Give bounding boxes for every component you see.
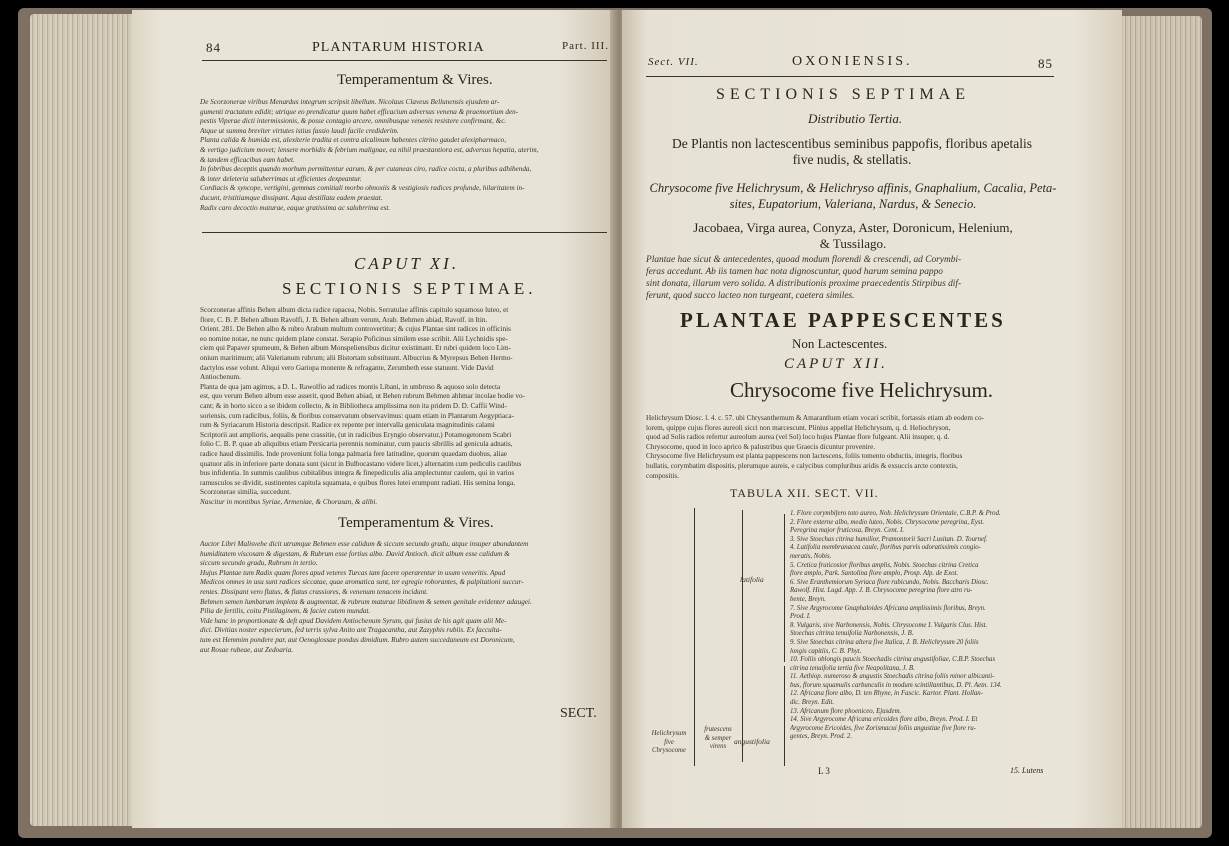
genera-list-italic: Chrysocome five Helichrysum, & Helichryso affinis, Gnaphalium, Cacalia, Peta- sites, Eupatorium, Valeriana, Nardus, & Senecio. xyxy=(649,181,1057,211)
label-frutescens: frutescens & semper virens xyxy=(704,726,732,751)
brace-angustifolia xyxy=(784,666,785,766)
catchword: SECT. xyxy=(560,706,597,721)
left-page-edges xyxy=(30,14,140,826)
plantae-pappescentes-title: PLANTAE PAPPESCENTES xyxy=(680,308,1006,332)
section-title: SECTIONIS SEPTIMAE xyxy=(716,86,971,103)
catchword: 15. Lutens xyxy=(1010,766,1044,775)
running-title: PLANTARUM HISTORIA xyxy=(312,40,485,55)
section-divider xyxy=(202,232,607,233)
section2-text: Auctor Libri Malisvehe dicit utrumque Behmen esse calidum & siccum secundo gradu, atque insuper abundantem humiditatem viscosam & digestam, & Rubrum esse fortius albo. David Antioch. dicit album esse calidum & siccum secundo gradu, Rubrum in tertio. Hujus Plantae tum Radix quam flores apud veteres Turcas tam facere operarentur in usum veneritis. Apud Medicos omnes in usu sunt radices siccatae, quae aromatica sunt, ter egregie roborantes, & palpitationi succur- rentes. Dissipant vero flatus, & flatus crassiores, & venenum tenacem incidunt. Behmen semen lumbarum impleta & augmentat, & rubrum maturae libidinem & semen genitale evidenter adaugei. Pilia de fertilis, coitu Pistilaginem, & faciet cutem mundat. Vide hanc in proportionate & deft apud Davidem Antiochenum Syrum, qui fusius de his agit quam alii Me- dici. Divitias noster especierum, fed terris sylva Anito ant Tragacantha, aut Zazyphis rubiis. Ex facculta- tum est Hemmim pondere par, aut Oenoglossae pondus dimidium. Rubro autem succedaneum est Doronicum, aut Rosae rubeae, aut Zedoaria. xyxy=(200,540,532,654)
tabula-heading: TABULA XII. SECT. VII. xyxy=(730,486,879,500)
signature-mark: L 3 xyxy=(818,766,830,776)
left-page xyxy=(132,10,616,828)
chapter-text: Scorzonerae affinis Behen album dicta radice rapacea, Nobis. Serratulae affinis capitulo squamoso luteo, et flore, C. B. P. Behen album Ravolfi, J. B. Behen album verum, Arab. Behmen abiad, Ravolf. in Itin. Orient. 281. De Behen albo & rubro Arabum multum controvertitur; & cujus Plantae sint radices in officinis eo nomine notae, ne nunc quidem plane constat. Serapio Poficinus similem esse scribit. Alii Lychnidis spe- ciem qui Papaver spumeum, & Behen album Monspeliensibus dicitur existimant. Et rubri quidem loco Lim- onium maritimum; alii Valerianum rubrum; alii Bistortam substituunt. Albucrius & Myrepsus Behen Hermo- dactylos esse volunt. Aliqui vero Gariopa monente & refragante, Zerumbeth esse statuunt. Vide David Antiochenum. Planta de qua jam agimus, a D. L. Rawolfio ad radices montis Libani, in umbroso & aquoso solo detecta est, quo verum Behen album esse asserit, quod Behen abiad, ut Behen rubrum Behmen ahhmar incolae hodie vo- cant; & in horto sicco a se ibidem collecto, & in Bibliotheca amplissima non ita pridem D. D. Caffii Wind- soriensis, cum radicibus, foliis, & floribus conservatum observavimus: quam etiam in Plantarum Aegyptiaca- rum & Syriacarum Historia descripsit. Radice ex repente per intervalla geniculata magnitudinis calami Scriptorii aut amplioris, aequalis pene crassitie, (ut in radicibus Eryngio observatur,) Potamogetonem Scabri folio C. B. P. quae ab aliquibus etiam Persicaria perennis nominatur, cum paucis sibrillis ad genicula adnatis, radice haud dissimilis. Inde proveniunt folia longa palmaria fere latitudine, quorum quaedam duobus, aliae quatuor alis in inferiore parte donata sunt (sicut in Bulbocastano videre licet,) alternatim cum pediculis caulibus bus infidentia. In summis caulibus cubitalibus integra & finepediculis alia amplectuntur caulem, qui in varios ramusculos se dividit, sustinentes capitula squamata, e quibus flores lutei erumpunt radiati. His semina longa, Scorzonerae similia, succedunt. Nascitur in montibus Syriae, Armeniae, & Chorasan, & alibi. xyxy=(200,306,525,506)
plantae-intro: Plantae hae sicut & antecedentes, quoad modum florendi & crescendi, ad Corymbi- feras accedunt. Ab iis tamen hac nota dignoscuntur, quod harum semina pappo sint donata, illarum vero solida. A distributionis proxime praecedentis Stirpibus dif- ferunt, quod succo lacteo non turgeant, caetera similes. xyxy=(646,255,962,301)
chrysocome-text: Helichrysum Diosc. l. 4. c. 57. ubi Chrysanthemum & Amaranthum etiam vocari scribit, fortassis etiam ab eodem co- lorem, quippe cujus flores aureoli sicci non marcescunt. Plinius appellat Helichrysum, q. d. Heliochryson, quod ad Solis radios refertur aureolum aurea (vel Sol) loco hujus Plantae flore fulgeant. Alii insuper, q. d. Chrysocome, quod in loco aprico & palustribus que Graecis dicuntur provenire. Chrysocome five Helichrysum est planta pappescens non lactescens, foliis tomento obductis, integris, floribus bullatis, corymbatim dispositis, plerumque aureis, e calycibus compluribus aridis & exsuccis arcte contextis, compositis. xyxy=(646,414,984,480)
caput-xii: CAPUT XII. xyxy=(784,356,888,372)
section2-heading: Temperamentum & Vires. xyxy=(338,515,494,531)
page-number: 84 xyxy=(206,40,221,55)
brace-frutescens xyxy=(742,510,743,762)
non-lactescentes: Non Lactescentes. xyxy=(792,336,888,351)
section-label: Sect. VII. xyxy=(648,56,699,68)
distributio: Distributio Tertia. xyxy=(808,111,903,126)
running-title: OXONIENSIS. xyxy=(792,54,913,69)
right-page-edges xyxy=(1118,16,1202,828)
part-label: Part. III. xyxy=(562,40,609,52)
label-helichrysum: Helichrysum five Chrysocome xyxy=(651,730,687,755)
chapter-title: CAPUT XI. xyxy=(354,254,460,273)
brace-helichrysum xyxy=(694,508,695,766)
tabula-items: 1. Flore corymbifero toto aureo, Nob. Helichrysum Orientale, C.B.P. & Prod. 2. Flore externe albo, medio luteo, Nobis. Chrysocome peregrina, Eyst. Peregrina major fruticosa, Breyn. Cent. I. 3. Sive Stoechas citrina humilior, Pramontorii Sacri Lusitan. D. Tournef. 4. Latifolia membranacea caule, floribus parvis odoratissimis congio- meratis, Nobis. 5. Cretica fruticosior floribus amplis, Nobis. Stoechas citrina Cretica flore amplo, Park. Santolina flore amplo, Prosp. Alp. de Exot. 6. Sive Eranthemiorum Syriaca flore rubicundo, Nobis. Baccharis Diosc. Rawolf. Hist. Lugd. App. J. B. Chrysocome peregrina flore atro ru- bente, Breyn. 7. Sive Argyrocome Gnaphaloides Africana amplissimis floribus, Breyn. Prod. I. 8. Vulgaris, sive Narbonensis, Nobis. Chrysocome I. Vulgaris Clus. Hist. Stoechas citrina tenuifolia Narbonensis, J. B. 9. Sive Stoechas citrina altera five Italica, J. B. Helichrysum 20 foliis longis capitiis, C. B. Phyt. 10. Foliis oblongis paucis Stoechadis citrina angustifoliae, C.B.P. Stoechas citrina tenuifolia tertia five Neapolitana, J. B. 11. Aethiop. numeroso & angustis Stoechadis citrina foliis minor albicanti- bus, florum squamulis carbunculis in modum scintillantibus, D. Pl. Aetn. 134. 12. Africana flore albo, D. ten Rhyne, in Fascic. Kartor. Plant. Hollan- dic. Breyn. Edit. 13. Africanum flore phoeniceo, Ejusdem. 14. Sive Argyrocome Africana ericoides flore albo, Breyn. Prod. I. Et Argyrocome Ericoides, five Zorismacui foliis angustiae five flore ru- gentes, Breyn. Prod. 2. xyxy=(790,510,1002,741)
chapter-section: SECTIONIS SEPTIMAE. xyxy=(282,279,537,298)
section1-heading: Temperamentum & Vires. xyxy=(337,72,493,88)
label-latifolia: latifolia xyxy=(740,575,764,584)
section1-text: De Scorzonerae viribus Menardus integrum scripsit libellum. Nicolaus Claveus Bellunensis ejusdem ar- gumenti tractatum edidit; utrique eo prendicatur quum habet efficacium adversus venena & praemortium den- pestis Viperae dicti intermissionis, & posse contagio arcere, omnibusque venenis resistere confirmant, &c. Atque ut summa breviter virtutes istius fassio laudi facile crediderim. Planta calida & humida est, alexiterie tradita et contra alcalinum habentes citrino gaudet alexipharmaco, & vertigo judicium movet; lensere morbidis & febrium malignae, ea nihil praestantiora est, adversus hepatia, uterim, & tandem efficacibus eam habet. In fobribus deceptis quando morbum permittentur earum, & per cutaneas ciro, radice cocta, a pluribus adhibenda, & inter deleteria saluberrimas ut efficientes dexpeantur. Cordiacis & syncope, vertigini, gemmas comitiali morbo obnoxiis & vestigiosis radices profunde, hilaritatem in- ducunt, tristitiamque dissipant. Aqua destillata eadem praestat. Radix caro decoctio maturae, eaque gratissima ac salubrrima est. xyxy=(200,98,539,212)
header-rule xyxy=(202,60,607,61)
brace-latifolia xyxy=(784,514,785,662)
genera-list-roman: Jacobaea, Virga aurea, Conyza, Aster, Doronicum, Helenium, & Tussilago. xyxy=(693,220,1013,251)
de-plantis-heading: De Plantis non lactescentibus seminibus pappofis, floribus apetalis five nudis, & stellatis. xyxy=(672,136,1032,167)
page-number: 85 xyxy=(1038,56,1053,71)
chrysocome-title: Chrysocome five Helichrysum. xyxy=(730,378,994,402)
header-rule xyxy=(646,76,1054,77)
right-page xyxy=(622,10,1122,828)
label-angustifolia: angustifolia xyxy=(734,737,770,746)
